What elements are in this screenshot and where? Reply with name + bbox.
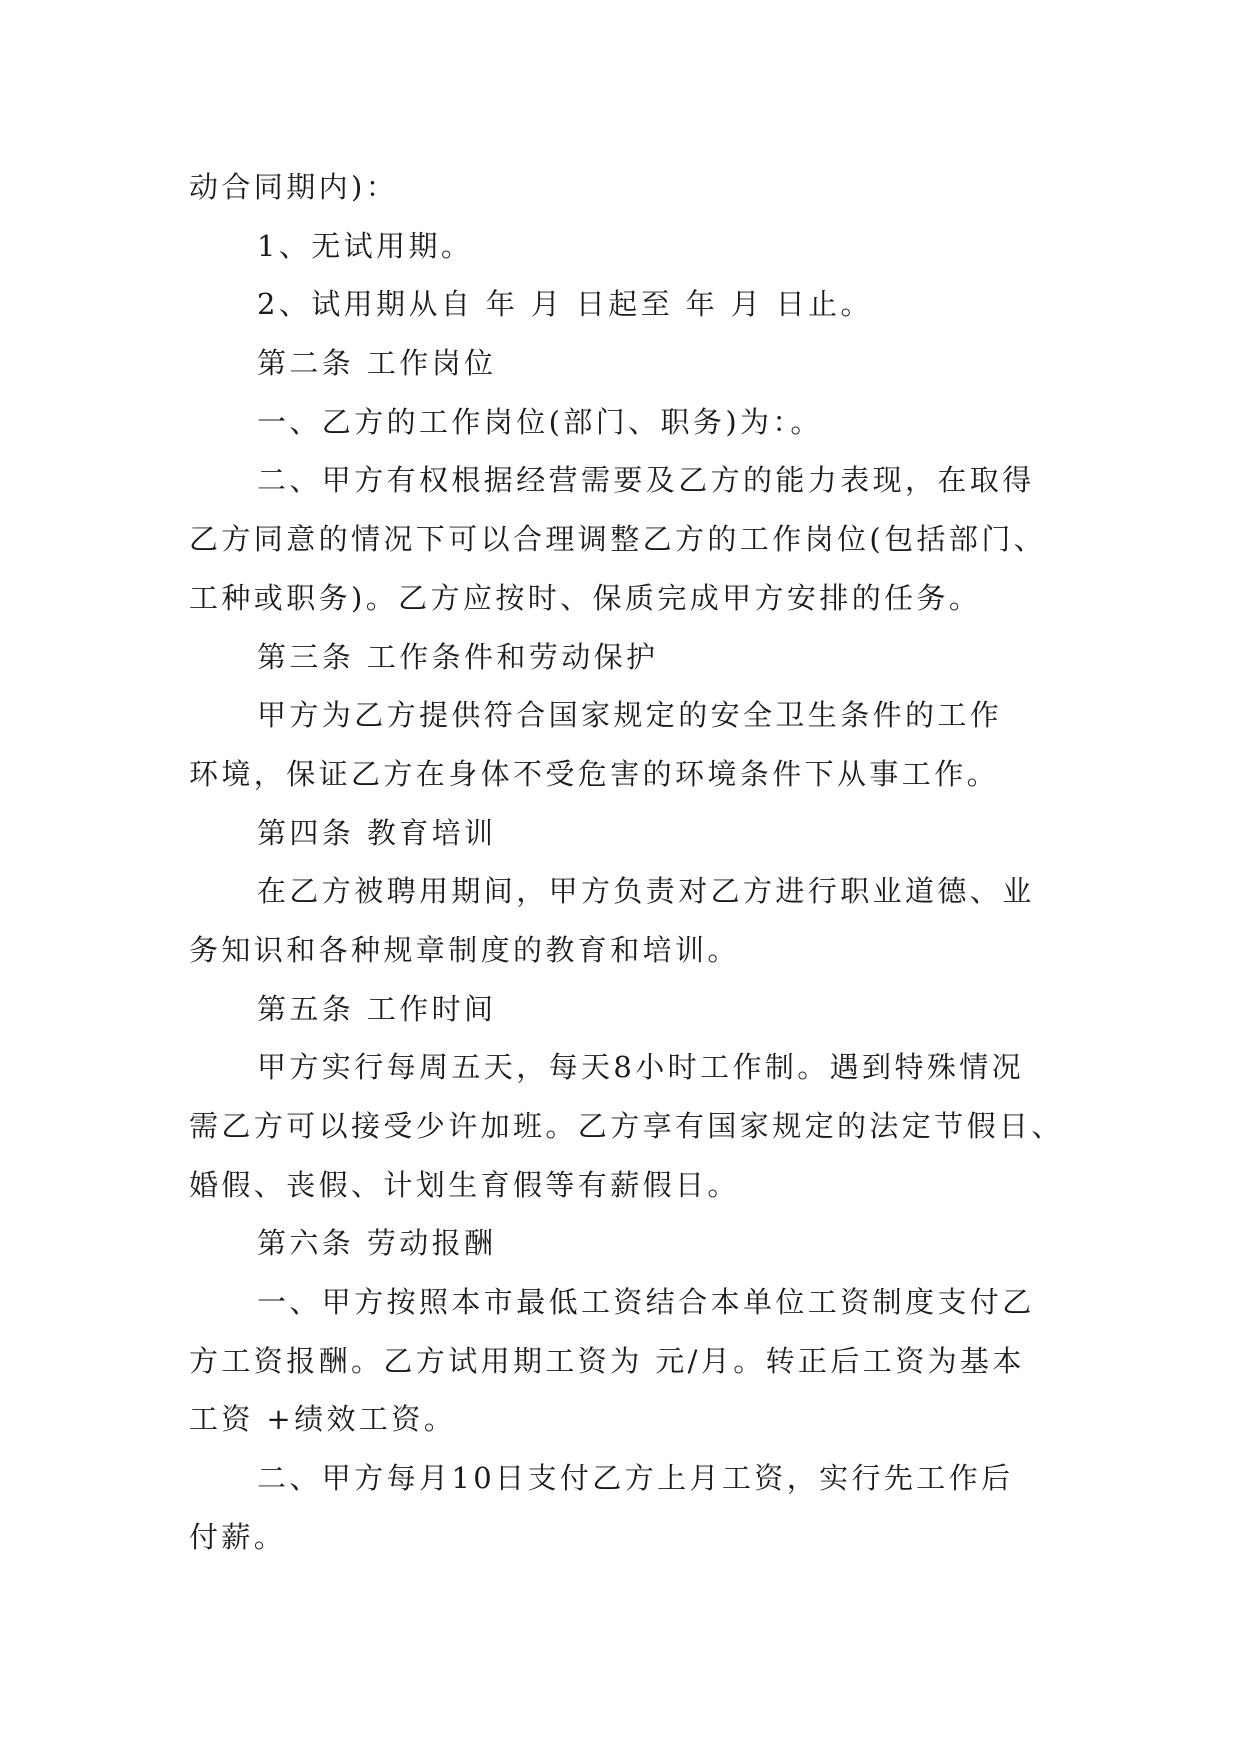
body-line: 环境，保证乙方在身体不受危害的环境条件下从事工作。 bbox=[189, 756, 1000, 791]
body-line: 动合同期内)： bbox=[189, 170, 399, 204]
section-heading: 第三条 工作条件和劳动保护 bbox=[257, 639, 659, 674]
section-heading: 第五条 工作时间 bbox=[257, 991, 497, 1026]
body-line: 工种或职务)。乙方应按时、保质完成甲方安排的任务。 bbox=[189, 580, 982, 615]
section-heading: 第四条 教育培训 bbox=[257, 815, 497, 850]
body-line: 婚假、丧假、计划生育假等有薪假日。 bbox=[189, 1167, 740, 1202]
body-line: 二、甲方有权根据经营需要及乙方的能力表现，在取得 bbox=[257, 463, 1035, 498]
body-line: 在乙方被聘用期间，甲方负责对乙方进行职业道德、业 bbox=[257, 874, 1035, 909]
body-line: 需乙方可以接受少许加班。乙方享有国家规定的法定节假日、 bbox=[189, 1109, 1064, 1143]
body-line: 2、试用期从自 年 月 日起至 年 月 日止。 bbox=[257, 287, 873, 322]
body-line: 甲方为乙方提供符合国家规定的安全卫生条件的工作 bbox=[257, 698, 1003, 733]
body-line: 工资 +绩效工资。 bbox=[189, 1402, 457, 1437]
body-line: 1、无试用期。 bbox=[257, 228, 474, 263]
body-line: 一、乙方的工作岗位(部门、职务)为：。 bbox=[257, 404, 823, 439]
body-line: 方工资报酬。乙方试用期工资为 元/月。转正后工资为基本 bbox=[189, 1343, 1025, 1378]
body-line: 一、甲方按照本市最低工资结合本单位工资制度支付乙 bbox=[257, 1285, 1035, 1320]
section-heading: 第六条 劳动报酬 bbox=[257, 1226, 497, 1261]
body-line: 务知识和各种规章制度的教育和培训。 bbox=[189, 932, 740, 967]
body-line: 付薪。 bbox=[189, 1519, 287, 1554]
body-line: 甲方实行每周五天，每天8小时工作制。遇到特殊情况 bbox=[257, 1050, 1025, 1085]
body-line: 乙方同意的情况下可以合理调整乙方的工作岗位(包括部门、 bbox=[189, 522, 1047, 557]
body-line: 二、甲方每月10日支付乙方上月工资，实行先工作后 bbox=[257, 1461, 1014, 1496]
document-body bbox=[189, 158, 1064, 1567]
section-heading: 第二条 工作岗位 bbox=[257, 346, 497, 381]
